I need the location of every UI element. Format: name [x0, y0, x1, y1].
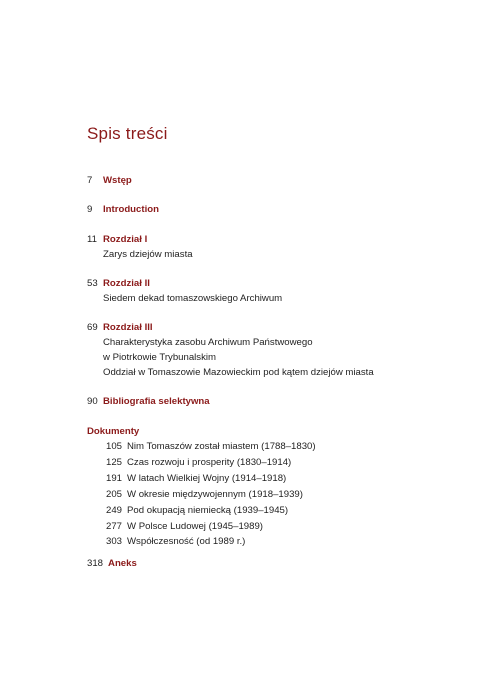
- page-number: 191: [105, 472, 122, 484]
- document-item[interactable]: [87, 487, 316, 503]
- entry-subtitle: Charakterystyka zasobu Archiwum Państwowego: [103, 337, 313, 348]
- entry-heading: Bibliografia selektywna: [103, 396, 210, 407]
- entry-heading: Rozdział III: [103, 322, 153, 333]
- document-item[interactable]: [87, 439, 316, 455]
- page-number: 125: [105, 456, 122, 468]
- toc-entry-rozdzial-1[interactable]: [87, 232, 193, 262]
- toc-entry-rozdzial-2[interactable]: [87, 276, 282, 306]
- toc-entry-rozdzial-3[interactable]: [87, 320, 374, 380]
- entry-subtitle: Oddział w Tomaszowie Mazowieckim pod kątem dziejów miasta: [103, 367, 374, 378]
- toc-entry-wstep[interactable]: [87, 173, 132, 188]
- entry-heading: Introduction: [103, 204, 159, 215]
- document-item[interactable]: [87, 519, 316, 535]
- entry-subtitle: Zarys dziejów miasta: [103, 249, 193, 260]
- documents-list: [87, 439, 316, 550]
- toc-entry-aneks[interactable]: [87, 556, 137, 571]
- document-label: Pod okupacją niemiecką (1939–1945): [127, 504, 289, 516]
- page-number: 9: [87, 204, 93, 215]
- entry-heading: Wstęp: [103, 175, 132, 186]
- toc-entry-introduction[interactable]: [87, 202, 159, 217]
- document-item[interactable]: [87, 503, 316, 519]
- document-label: W Polsce Ludowej (1945–1989): [127, 520, 263, 532]
- document-label: Współczesność (od 1989 r.): [127, 536, 246, 548]
- page-number: 318: [87, 558, 104, 569]
- page-number: 90: [87, 396, 98, 407]
- document-label: W okresie międzywojennym (1918–1939): [127, 488, 303, 500]
- page-number: 105: [105, 441, 122, 452]
- page-number: 205: [105, 488, 122, 500]
- page-title: Spis treści: [87, 124, 168, 143]
- entry-subtitle: Siedem dekad tomaszowskiego Archiwum: [103, 293, 283, 304]
- entry-heading: Aneks: [108, 558, 137, 569]
- page-number: 69: [87, 322, 98, 333]
- document-label: Nim Tomaszów został miastem (1788–1830): [127, 441, 316, 452]
- document-label: Czas rozwoju i prosperity (1830–1914): [127, 456, 292, 468]
- page-number: 11: [87, 234, 97, 245]
- page-number: 303: [105, 536, 122, 548]
- document-item[interactable]: [87, 455, 316, 471]
- page-number: 249: [105, 504, 122, 516]
- page-number: 53: [87, 278, 98, 289]
- document-item[interactable]: [87, 471, 316, 487]
- entry-heading: Rozdział II: [103, 278, 150, 289]
- page-number: 7: [87, 175, 93, 186]
- entry-heading: Rozdział I: [103, 234, 148, 245]
- document-label: W latach Wielkiej Wojny (1914–1918): [127, 472, 287, 484]
- documents-heading: Dokumenty: [87, 426, 140, 437]
- page-number: 277: [105, 520, 122, 532]
- toc-entry-bibliografia[interactable]: [87, 394, 210, 409]
- document-item[interactable]: [87, 534, 316, 550]
- entry-subtitle: w Piotrkowie Trybunalskim: [103, 352, 217, 363]
